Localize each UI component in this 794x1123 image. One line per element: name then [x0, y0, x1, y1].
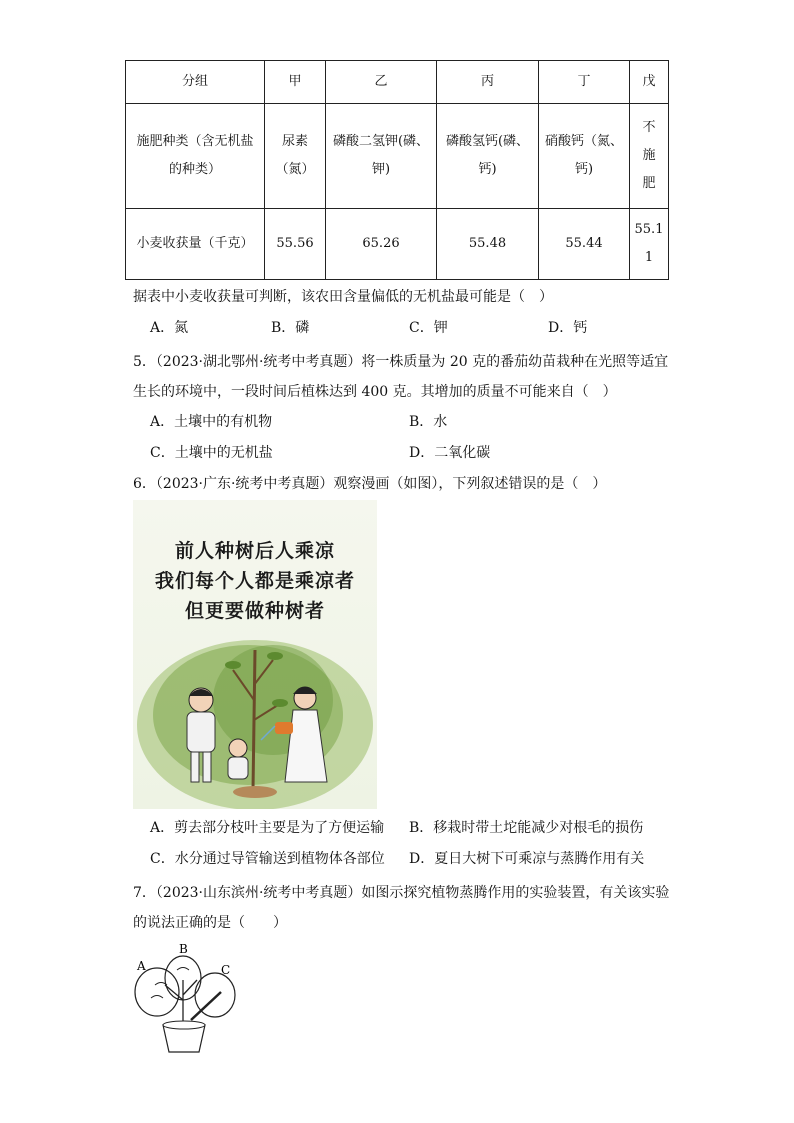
table-cell: 55.1 1	[630, 209, 669, 280]
header-cell: 甲	[265, 61, 326, 104]
row-label: 施肥种类（含无机盐 的种类）	[126, 104, 265, 209]
cartoon-caption-3: 但更要做种树者	[184, 600, 325, 622]
q4-option-a[interactable]: A．氮	[150, 320, 189, 336]
q5-option-a[interactable]: A．土壤中的有机物	[150, 414, 273, 430]
q5-option-b[interactable]: B．水	[409, 414, 448, 430]
table-cell: 不 施 肥	[630, 104, 669, 209]
q5-option-d[interactable]: D．二氧化碳	[409, 445, 491, 461]
q6-option-a[interactable]: A．剪去部分枝叶主要是为了方便运输	[150, 820, 385, 836]
row-label: 小麦收获量（千克）	[126, 209, 265, 280]
q6-option-b[interactable]: B．移栽时带土坨能减少对根毛的损伤	[409, 820, 644, 836]
table-row	[126, 209, 669, 280]
fertilizer-table	[125, 60, 669, 280]
q4-option-c[interactable]: C．钾	[409, 320, 448, 336]
table-cell: 65.26	[326, 209, 437, 280]
tree-planting-cartoon	[133, 500, 377, 809]
q4-option-d[interactable]: D．钙	[548, 320, 588, 336]
header-cell: 乙	[326, 61, 437, 104]
cartoon-caption-2: 我们每个人都是乘凉者	[154, 570, 355, 592]
label-a: A	[137, 959, 146, 973]
table-cell: 磷酸氢钙(磷、 钙)	[437, 104, 539, 209]
table-cell: 磷酸二氢钾(磷、 钾)	[326, 104, 437, 209]
table-row	[126, 104, 669, 209]
table-cell: 硝酸钙（氮、 钙)	[539, 104, 630, 209]
label-c: C	[221, 963, 231, 977]
q6-option-c[interactable]: C．水分通过导管输送到植物体各部位	[150, 851, 385, 867]
table-cell: 55.48	[437, 209, 539, 280]
label-b: B	[179, 942, 188, 956]
transpiration-apparatus-diagram	[125, 940, 245, 1055]
header-cell: 戊	[630, 61, 669, 104]
header-cell: 丙	[437, 61, 539, 104]
table-cell: 55.56	[265, 209, 326, 280]
q4-option-b[interactable]: B．磷	[271, 320, 310, 336]
q7-stem: 7．（2023·山东滨州·统考中考真题）如图示探究植物蒸腾作用的实验装置，有关该实验的说法正确的是（ ）	[133, 885, 670, 931]
cartoon-caption-1: 前人种树后人乘凉	[174, 540, 335, 562]
q4-stem: 据表中小麦收获量可判断，该农田含量偏低的无机盐最可能是（ ）	[133, 289, 553, 305]
table-cell: 55.44	[539, 209, 630, 280]
q5-stem: 5．（2023·湖北鄂州·统考中考真题）将一株质量为 20 克的番茄幼苗栽种在光照等适宜生长的环境中，一段时间后植株达到 400 克。其增加的质量不可能来自（ ）	[133, 354, 669, 400]
header-cell: 分组	[126, 61, 265, 104]
q6-option-d[interactable]: D．夏日大树下可乘凉与蒸腾作用有关	[409, 851, 645, 867]
header-cell: 丁	[539, 61, 630, 104]
table-header-row	[126, 61, 669, 104]
q5-option-c[interactable]: C．土壤中的无机盐	[150, 445, 273, 461]
q6-stem: 6．（2023·广东·统考中考真题）观察漫画（如图），下列叙述错误的是（ ）	[133, 476, 607, 492]
table-cell: 尿素 （氮）	[265, 104, 326, 209]
cartoon-illustration	[133, 500, 377, 809]
